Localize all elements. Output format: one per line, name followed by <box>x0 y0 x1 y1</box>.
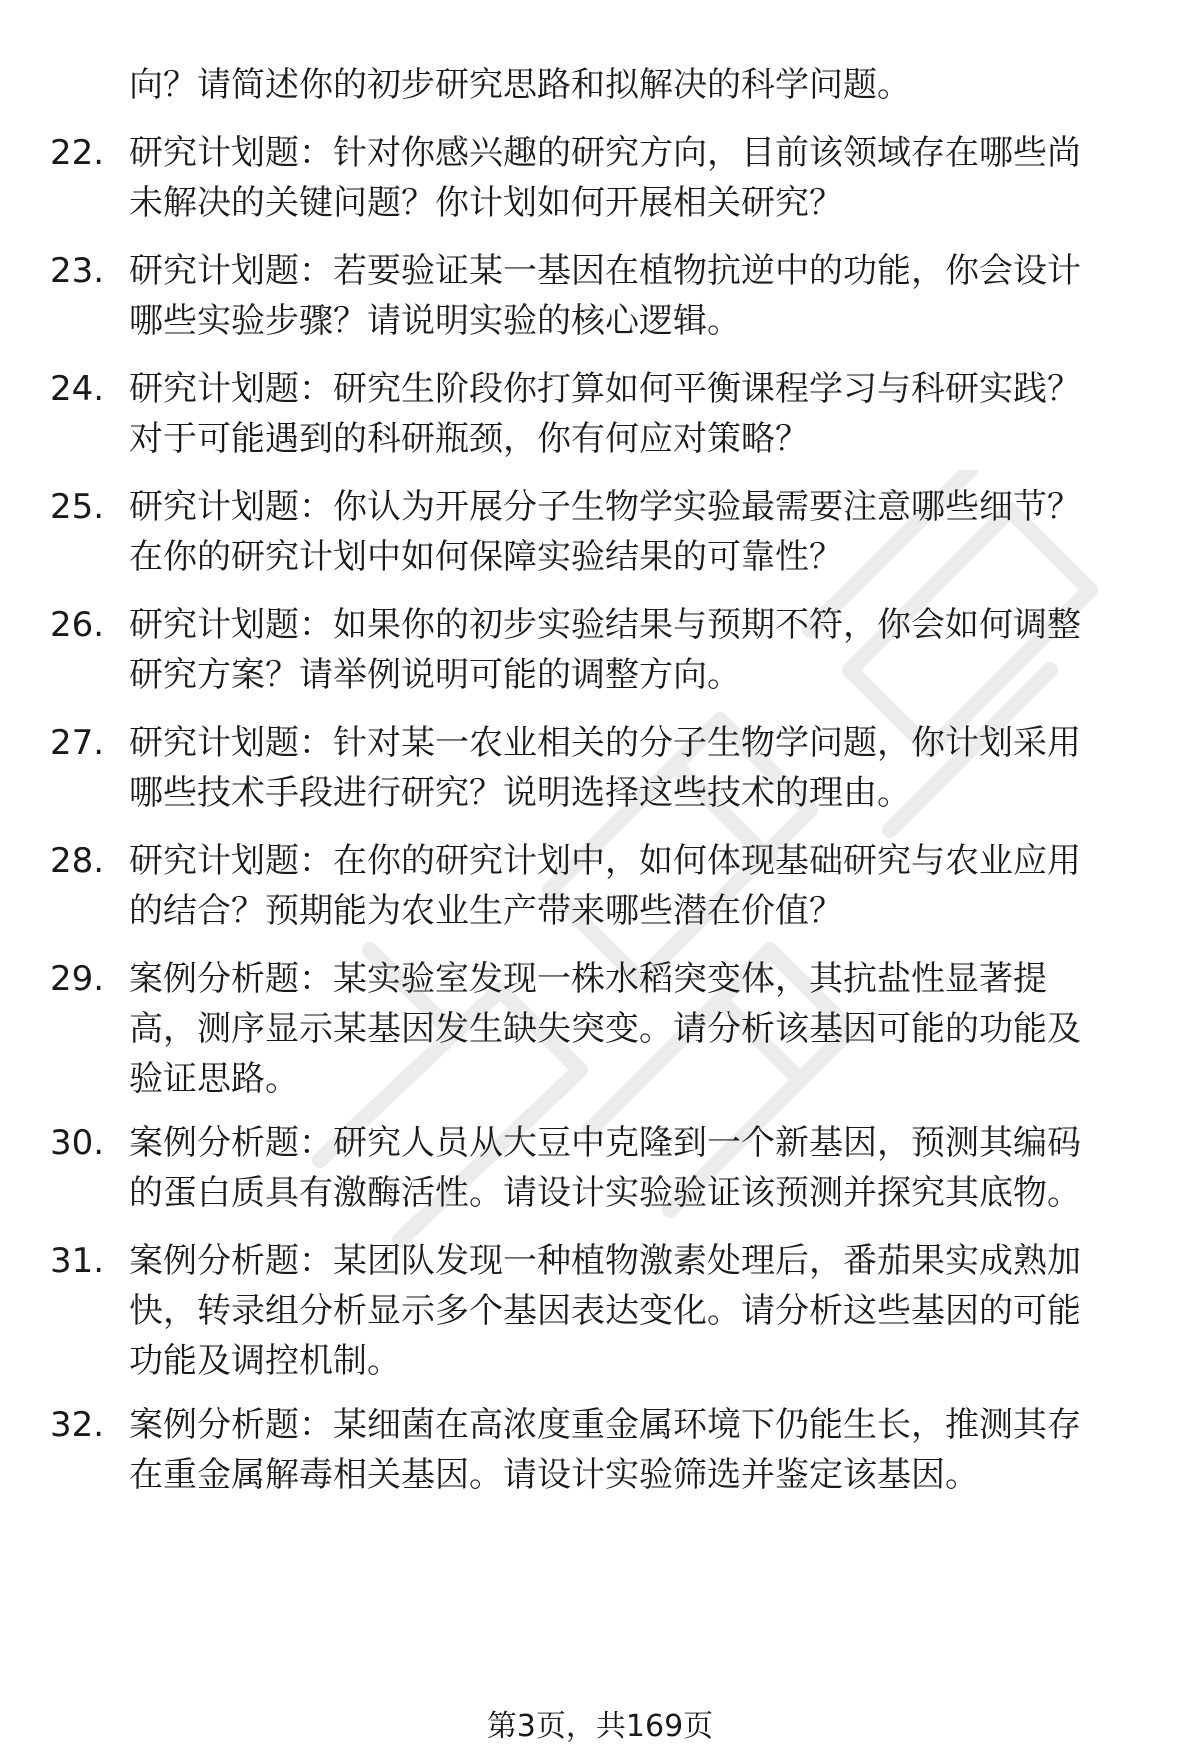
question-text <box>129 246 1139 346</box>
question-line: 功能及调控机制。 <box>129 1341 401 1381</box>
question-line: 研究计划题：如果你的初步实验结果与预期不符，你会如何调整 <box>129 605 1081 645</box>
question-text <box>129 836 1139 936</box>
question-number: 26. <box>50 605 105 645</box>
question-text <box>129 718 1139 818</box>
question-line: 未解决的关键问题？你计划如何开展相关研究？ <box>129 183 843 223</box>
question-line: 的蛋白质具有激酶活性。请设计实验验证该预测并探究其底物。 <box>129 1173 1081 1213</box>
question-line: 案例分析题：某实验室发现一株水稻突变体，其抗盐性显著提 <box>129 959 1047 999</box>
question-line: 快，转录组分析显示多个基因表达变化。请分析这些基因的可能 <box>129 1291 1081 1331</box>
question-line: 研究方案？请举例说明可能的调整方向。 <box>129 655 741 695</box>
question-number: 25. <box>50 487 105 527</box>
question-number: 30. <box>50 1123 105 1163</box>
question-line: 案例分析题：某细菌在高浓度重金属环境下仍能生长，推测其存 <box>129 1405 1081 1445</box>
question-line: 研究计划题：针对某一农业相关的分子生物学问题，你计划采用 <box>129 723 1081 763</box>
question-line: 验证思路。 <box>129 1059 299 1099</box>
question-line: 在你的研究计划中如何保障实验结果的可靠性？ <box>129 537 843 577</box>
question-number: 29. <box>50 959 105 999</box>
question-text <box>129 364 1139 464</box>
question-line: 对于可能遇到的科研瓶颈，你有何应对策略？ <box>129 419 809 459</box>
question-text <box>129 1236 1139 1386</box>
question-text <box>129 1400 1139 1500</box>
question-line: 研究计划题：你认为开展分子生物学实验最需要注意哪些细节？ <box>129 487 1081 527</box>
question-line: 研究计划题：在你的研究计划中，如何体现基础研究与农业应用 <box>129 841 1081 881</box>
question-line: 哪些技术手段进行研究？说明选择这些技术的理由。 <box>129 773 911 813</box>
question-text <box>129 1118 1139 1218</box>
question-number: 22. <box>50 133 105 173</box>
question-line: 研究计划题：若要验证某一基因在植物抗逆中的功能，你会设计 <box>129 251 1081 291</box>
question-text <box>129 128 1139 228</box>
question-line: 高，测序显示某基因发生缺失突变。请分析该基因可能的功能及 <box>129 1009 1081 1049</box>
question-line: 的结合？预期能为农业生产带来哪些潜在价值？ <box>129 891 843 931</box>
question-line: 案例分析题：某团队发现一种植物激素处理后，番茄果实成熟加 <box>129 1241 1081 1281</box>
question-number: 24. <box>50 369 105 409</box>
page-footer: 第3页，共169页 <box>486 1709 714 1744</box>
question-number: 31. <box>50 1241 105 1281</box>
question-continuation: 向？请简述你的初步研究思路和拟解决的科学问题。 <box>129 65 911 105</box>
question-line: 研究计划题：针对你感兴趣的研究方向，目前该领域存在哪些尚 <box>129 133 1081 173</box>
question-number: 28. <box>50 841 105 881</box>
question-text <box>129 482 1139 582</box>
question-number: 27. <box>50 723 105 763</box>
question-line: 研究计划题：研究生阶段你打算如何平衡课程学习与科研实践？ <box>129 369 1081 409</box>
question-line: 案例分析题：研究人员从大豆中克隆到一个新基因，预测其编码 <box>129 1123 1081 1163</box>
question-text <box>129 954 1139 1104</box>
question-number: 32. <box>50 1405 105 1445</box>
question-line: 在重金属解毒相关基因。请设计实验筛选并鉴定该基因。 <box>129 1455 979 1495</box>
question-number: 23. <box>50 251 105 291</box>
question-text <box>129 600 1139 700</box>
question-line: 哪些实验步骤？请说明实验的核心逻辑。 <box>129 301 741 341</box>
